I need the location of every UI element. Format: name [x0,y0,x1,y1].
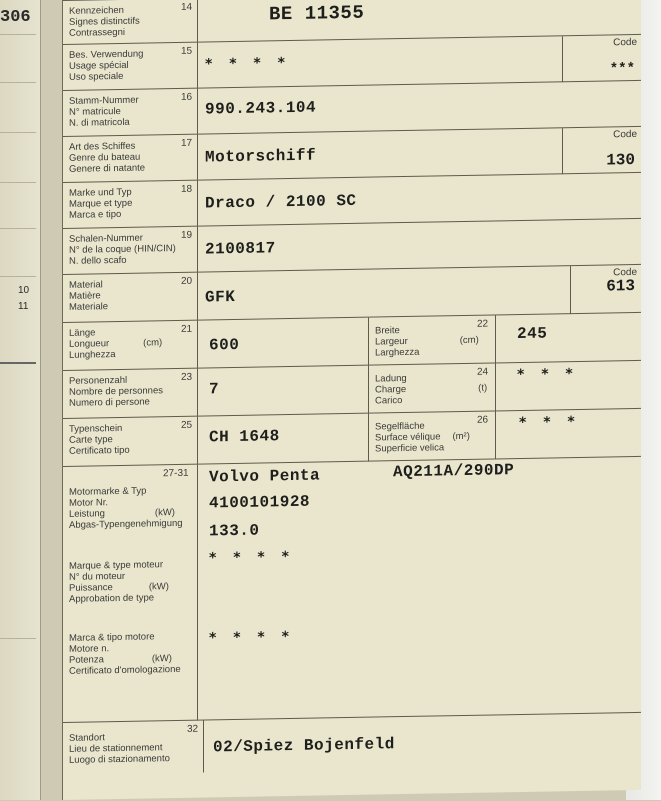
field-number: 19 [181,229,193,241]
length-label: Länge Longueur (cm) Lunghezza [69,327,163,361]
boat-type-label: Art des Schiffes Genre du bateau Genere di natante [69,140,146,175]
field-number: 27-31 [163,467,189,480]
usage-code-box [562,35,641,82]
left-page-label-11: 11 [18,301,29,312]
engine-labels-de: Motormarke & Typ Motor Nr. Leistung (kW) Abgas-Typengenehmigung [69,485,183,531]
code-label: Code [613,266,637,279]
usage-code-value: *** [609,60,635,78]
material-code-box [570,265,641,314]
field-number: 25 [181,419,193,431]
row-location [63,712,641,801]
engine-it-value: * * * * [209,628,295,647]
location-label: Standort Lieu de stationnement Luogo di stazionamento [69,732,170,766]
hull-label: Schalen-Nummer N° de la coque (HIN/CIN) N. dello scafo [69,232,176,267]
previous-page-edge [0,0,41,800]
boat-type-code-value: 130 [606,150,635,170]
engine-power-value: 133.0 [209,521,260,541]
field-number: 32 [187,723,199,735]
engine-serial-value: 4100101928 [209,492,311,513]
make-value: Draco / 2100 SC [205,191,357,213]
sail-value: * * * [519,413,581,432]
boat-type-code-box [562,127,641,174]
usage-label: Bes. Verwendung Usage spécial Uso speciale [69,48,144,83]
width-value: 245 [517,324,548,344]
field-number: 24 [477,366,489,378]
type-cert-value: CH 1648 [209,427,280,447]
field-number: 14 [181,1,193,13]
width-label: Breite Largeur (cm) Larghezza [375,325,479,359]
sail-label: Segelfläche Surface vélique (m²) Superficie velica [375,420,470,455]
load-label: Ladung Charge (t) Carico [375,372,488,407]
field-number: 17 [181,137,193,149]
field-number: 20 [181,275,193,287]
length-value: 600 [209,335,240,355]
left-page-label-10: 10 [18,285,30,296]
hull-value: 2100817 [205,239,276,259]
persons-label: Personenzahl Nombre de personnes Numero di persone [69,374,163,409]
persons-value: 7 [209,380,220,399]
material-label: Material Matière Materiale [69,279,109,313]
field-number: 15 [181,45,193,57]
code-label: Code [613,36,637,49]
make-label: Marke und Typ Marque et type Marca e tipo [69,186,133,221]
location-value: 02/Spiez Bojenfeld [213,735,395,757]
base-number-value: 990.243.104 [205,98,317,119]
material-value: GFK [205,287,236,307]
plate-value: BE 11355 [269,1,365,26]
engine-type-value: AQ211A/290DP [393,461,515,482]
engine-labels-fr: Marque & type moteur N° du moteur Puissance (kW) Approbation de type [69,559,169,605]
field-number: 18 [181,183,193,195]
field-number: 22 [477,318,489,330]
plate-label: Kennzeichen Signes distinctifs Contrassegni [69,4,140,39]
field-number: 16 [181,91,193,103]
vessel-registration-document [62,0,641,800]
field-number: 21 [181,323,193,335]
code-label: Code [613,128,637,141]
load-value: * * * [517,365,579,384]
left-page-number: 306 [0,8,31,27]
row-engine [63,456,641,723]
usage-value: * * * * [205,55,291,73]
field-number: 23 [181,371,193,383]
material-code-value: 613 [606,276,635,296]
type-cert-label: Typenschein Carte type Certificato tipo [69,422,130,457]
field-number: 26 [477,414,489,426]
base-number-label: Stamm-Nummer N° matricule N. di matricola [69,94,139,129]
boat-type-value: Motorschiff [205,146,317,167]
engine-make-value: Volvo Penta [209,466,321,487]
engine-labels-it: Marca & tipo motore Motore n. Potenza (kW) Certificato d'omologazione [69,631,181,677]
engine-fr-value: * * * * [209,548,295,567]
